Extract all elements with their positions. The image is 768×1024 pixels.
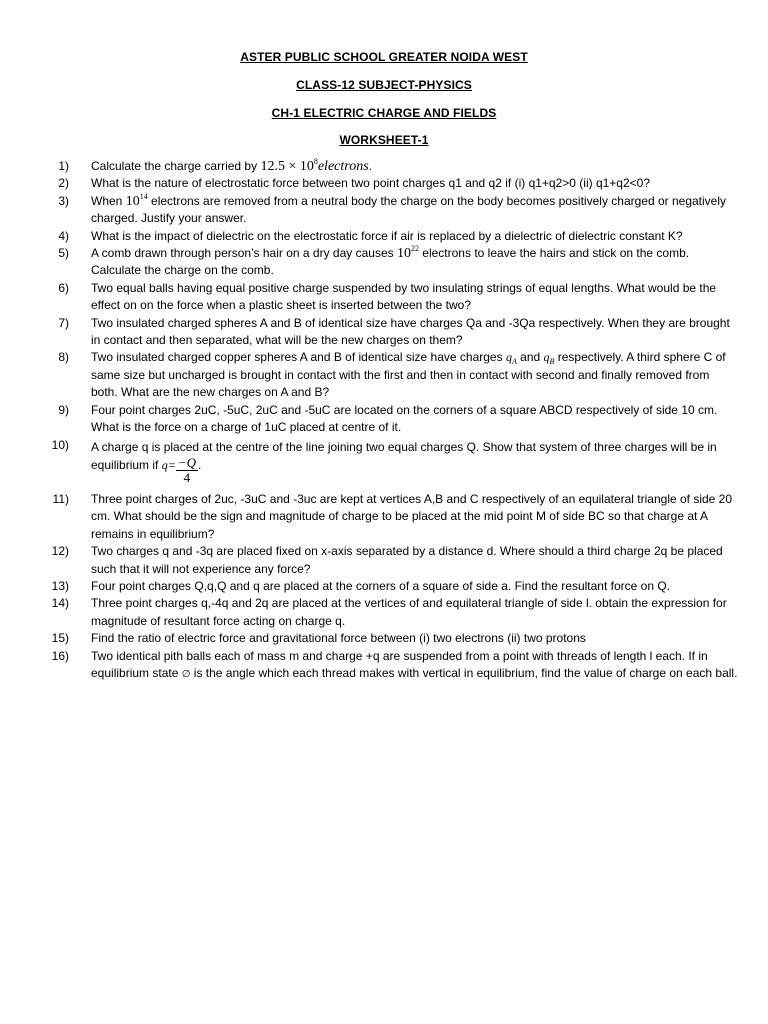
phi-symbol: ∅ <box>181 668 191 680</box>
math-expression <box>260 159 368 174</box>
question-number: 1) <box>58 159 69 173</box>
question-text: A comb drawn through person’s hair on a dry day causes <box>91 246 397 261</box>
math-base: q <box>543 350 550 365</box>
fraction-denominator: 4 <box>183 469 191 485</box>
math-expression <box>397 246 419 261</box>
math-base: q <box>505 350 512 365</box>
question-5 <box>48 245 738 280</box>
question-text: Two charges q and -3q are placed fixed on x-axis separated by a distance d. Where should a third charge 2q be placed such that it will not experience any force? <box>91 544 723 576</box>
question-2 <box>48 175 738 192</box>
math-base: 12.5 × 10 <box>260 159 314 174</box>
class-subject: CLASS-12 SUBJECT-PHYSICS <box>296 78 472 92</box>
question-14 <box>48 595 738 630</box>
question-11 <box>48 491 738 543</box>
question-number: 15) <box>51 631 69 646</box>
question-text-end: . <box>197 457 202 472</box>
question-number: 6) <box>58 280 69 295</box>
question-text: Two identical pith balls each of mass m and charge +q are suspended from a point with threads of length l each. If in equilibrium state <box>91 648 708 680</box>
question-9 <box>48 402 738 437</box>
question-text-end: is the angle which each thread makes with vertical in equilibrium, find the value of charge on each ball. <box>190 665 738 680</box>
math-exponent: 22 <box>410 244 419 254</box>
question-number: 16) <box>51 648 69 663</box>
question-text-end: . <box>368 159 372 173</box>
chapter-title: CH-1 ELECTRIC CHARGE AND FIELDS <box>271 106 497 120</box>
question-number: 11) <box>52 491 69 506</box>
question-number: 12) <box>51 544 69 559</box>
question-number: 4) <box>58 228 69 243</box>
math-subscript: B <box>549 357 555 367</box>
question-text: Three point charges of 2uc, -3uC and -3uc are kept at vertices A,B and C respectively of an equilateral triangle of side 20 cm. What should be the sign and magnitude of charge to be placed at the mid point M of side BC so that charge at A remains in equilibrium? <box>91 491 733 541</box>
question-text: Calculate the charge carried by <box>91 159 261 173</box>
question-text: Two insulated charged spheres A and B of identical size have charges Qa and -3Qa respectively. When they are brought in contact and then separated, what will be the new charges on them? <box>91 315 730 348</box>
question-text: When <box>91 193 126 208</box>
question-text-mid: and <box>516 350 544 365</box>
question-text-end: electrons to leave the hairs and stick on the comb. Calculate the charge on the comb. <box>91 246 690 278</box>
question-text-end: respectively. A third sphere C of same size but uncharged is brought in contact with the first and then in contact with second and finally removed from both. What are the new charges on A and B? <box>91 350 726 400</box>
math-exponent: 8 <box>313 157 318 166</box>
question-text-end: electrons are removed from a neutral body the charge on the body becomes positively charged or negatively charged. Justify your answer. <box>91 193 727 226</box>
question-4 <box>48 228 738 245</box>
fraction <box>176 456 198 485</box>
question-text: A charge q is placed at the centre of the line joining two equal charges Q. Show that system of three charges will be in equilibrium if <box>91 439 717 472</box>
question-text: What is the impact of dielectric on the electrostatic force if air is replaced by a dielectric of dielectric constant K? <box>91 228 683 243</box>
question-number: 7) <box>58 315 69 330</box>
charge-qa <box>505 350 517 367</box>
question-13 <box>48 578 738 595</box>
question-number: 3) <box>58 193 69 208</box>
math-unit: electrons <box>317 159 369 174</box>
question-12 <box>48 543 738 578</box>
question-text: Two equal balls having equal positive charge suspended by two insulating strings of equal lengths. What would be the effect on on the force when a plastic sheet is inserted between the two? <box>91 280 717 313</box>
fraction-numerator: −Q <box>177 454 196 470</box>
question-3 <box>48 193 738 228</box>
question-15 <box>48 630 738 647</box>
math-expression <box>125 191 148 209</box>
question-8 <box>48 349 738 401</box>
school-name: ASTER PUBLIC SCHOOL GREATER NOIDA WEST <box>240 50 528 64</box>
math-exponent: 14 <box>139 191 148 201</box>
question-text: Find the ratio of electric force and gravitational force between (i) two electrons (ii) two protons <box>91 631 586 646</box>
question-16 <box>48 648 738 684</box>
math-lhs: q= <box>161 457 176 472</box>
question-number: 2) <box>58 176 69 191</box>
math-base: 10 <box>125 193 140 209</box>
question-text: Two insulated charged copper spheres A and B of identical size have charges <box>91 350 506 365</box>
question-text: Three point charges q,-4q and 2q are placed at the vertices of and equilateral triangle of side l. obtain the expression for magnitude of resultant force acting on charge q. <box>91 596 727 628</box>
question-number: 10) <box>51 437 69 452</box>
charge-qb <box>543 350 555 367</box>
question-number: 9) <box>58 402 69 417</box>
question-number: 8) <box>58 350 69 365</box>
question-text: What is the nature of electrostatic force between two point charges q1 and q2 if (i) q1+q2>0 (ii) q1+q2<0? <box>91 176 651 191</box>
math-base: 10 <box>396 246 411 262</box>
worksheet-title: WORKSHEET-1 <box>339 133 429 147</box>
question-number: 14) <box>51 596 69 611</box>
question-text: Four point charges 2uC, -5uC, 2uC and -5uC are located on the corners of a square ABCD respectively of side 10 cm. What is the force on a charge of 1uC placed at centre of it. <box>91 402 718 435</box>
question-6 <box>48 280 738 315</box>
question-number: 5) <box>58 246 69 261</box>
math-subscript: A <box>511 357 517 367</box>
question-1 <box>48 158 738 175</box>
question-number: 13) <box>51 578 69 593</box>
question-list <box>48 158 738 683</box>
question-10 <box>48 437 738 491</box>
question-text: Four point charges Q,q,Q and q are placed at the corners of a square of side a. Find the resultant force on Q. <box>91 578 670 593</box>
question-7 <box>48 315 738 350</box>
